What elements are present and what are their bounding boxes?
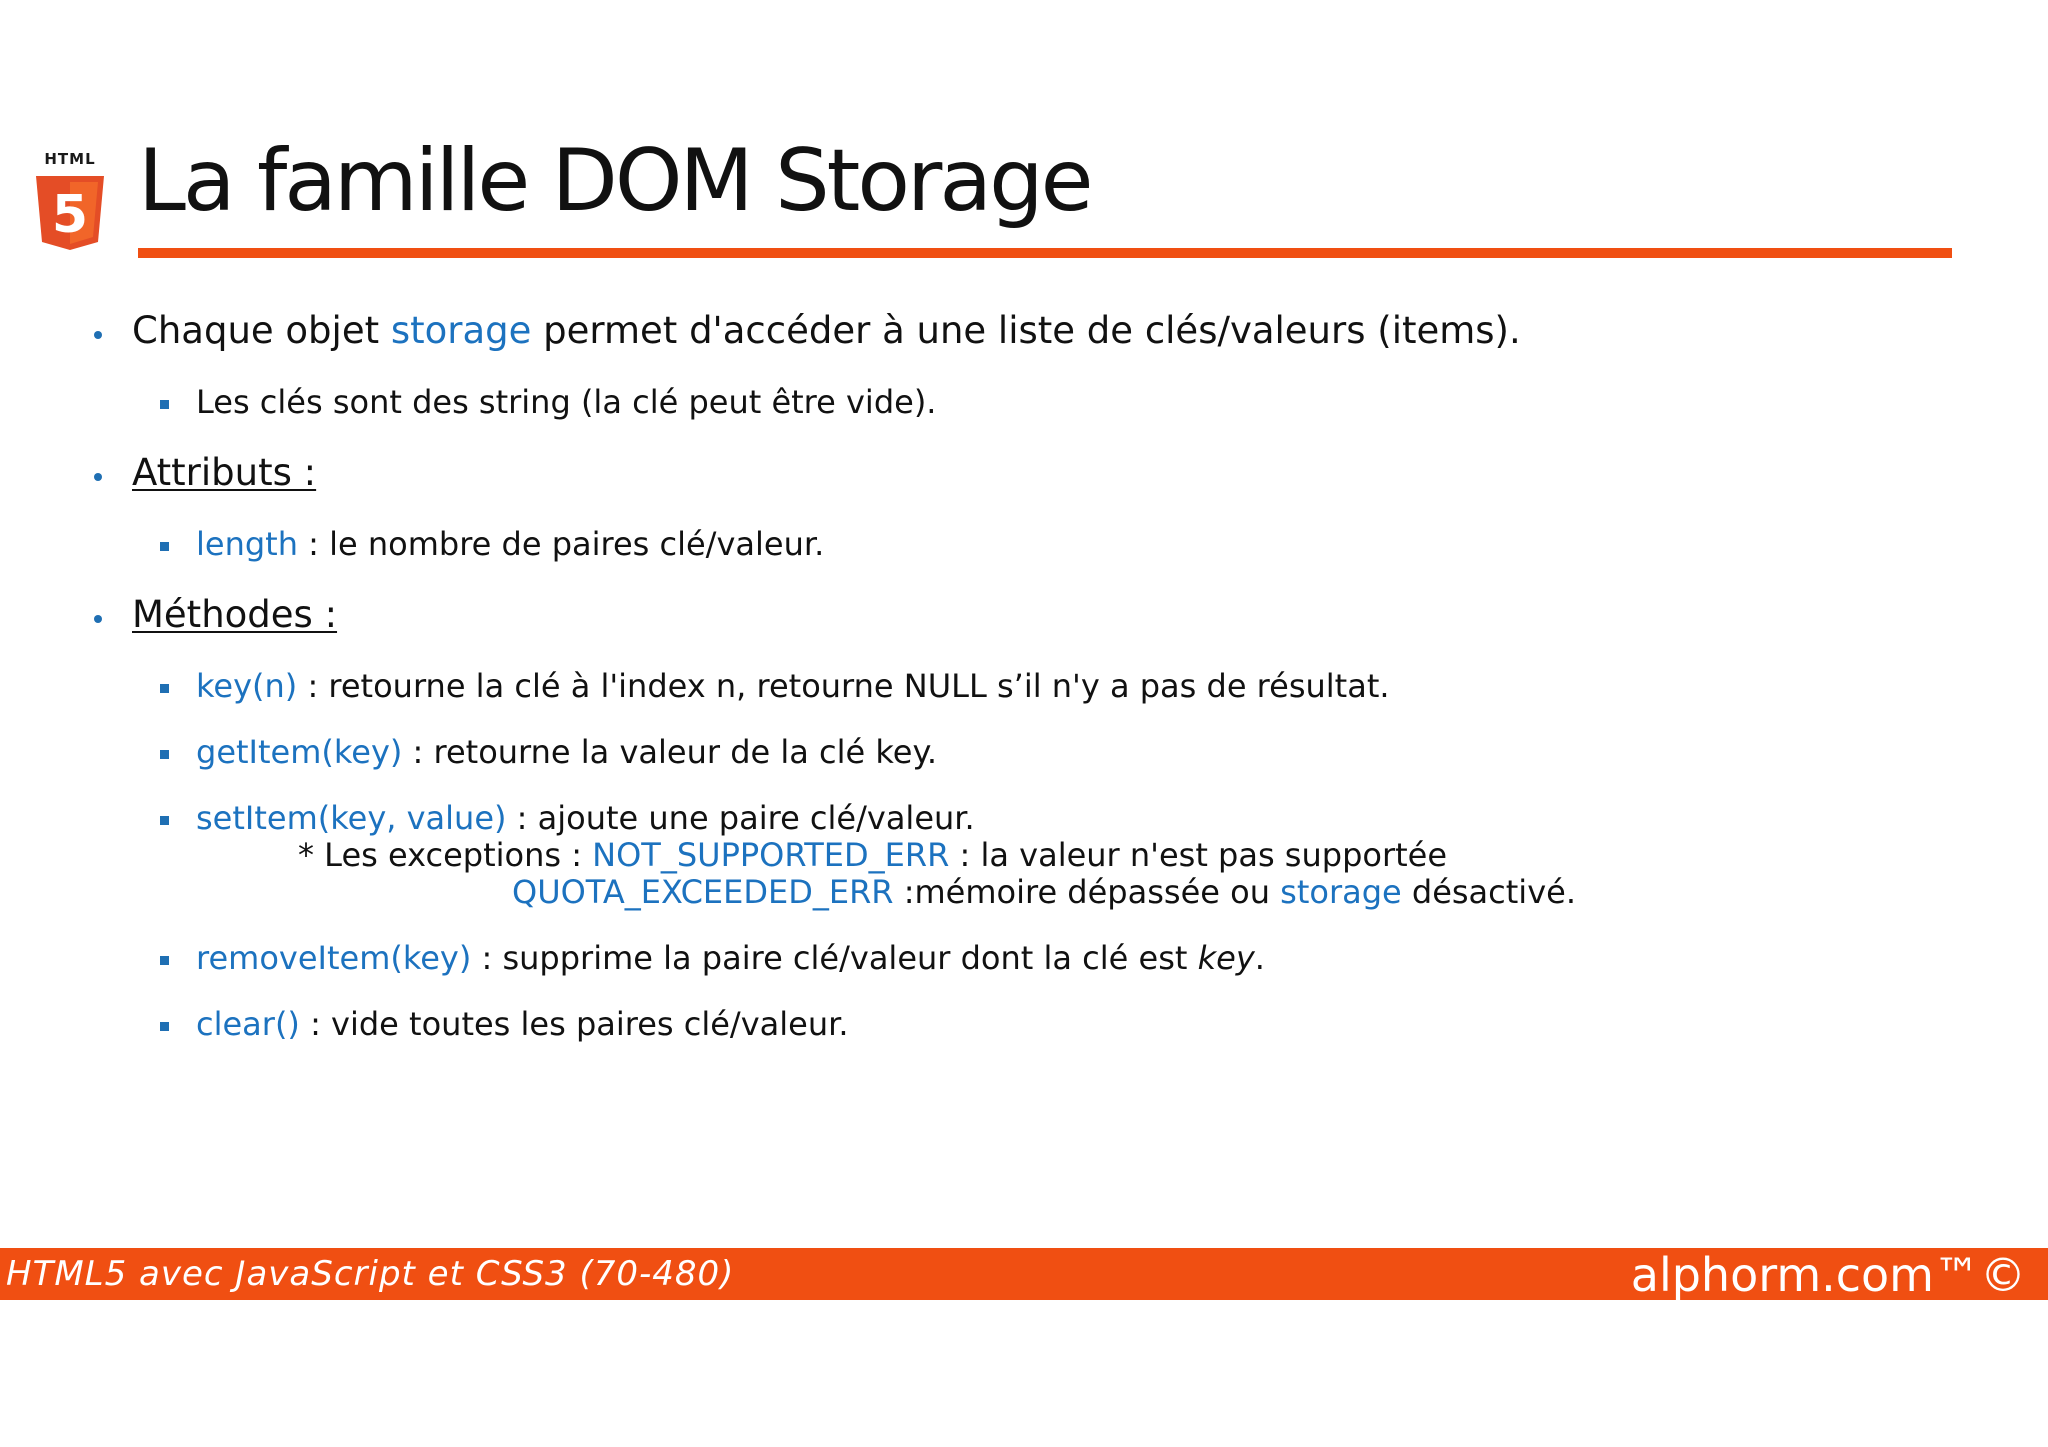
bullet-dot bbox=[94, 473, 102, 481]
bullet-text: : le nombre de paires clé/valeur. bbox=[298, 525, 825, 563]
heading-attributs: Attributs : bbox=[132, 451, 317, 494]
bullet-dot bbox=[94, 331, 102, 339]
sub-bullet-square bbox=[160, 684, 169, 693]
sub-bullet-square bbox=[160, 750, 169, 759]
bullet-dot bbox=[94, 615, 102, 623]
sub-bullet-getitem bbox=[196, 734, 937, 771]
html5-shield-glyph: 5 bbox=[51, 185, 89, 245]
footer-course-title: HTML5 avec JavaScript et CSS3 (70-480) bbox=[6, 1254, 735, 1294]
setitem-exceptions-line-2 bbox=[512, 874, 1576, 911]
keyword-not-supported-err: NOT_SUPPORTED_ERR bbox=[592, 836, 950, 874]
bullet-text: . bbox=[1254, 939, 1265, 977]
keyword-setitem: setItem(key, value) bbox=[196, 799, 507, 837]
bullet-text: : retourne la valeur de la clé key. bbox=[402, 733, 937, 771]
sub-bullet-square bbox=[160, 956, 169, 965]
sub-bullet-square bbox=[160, 400, 169, 409]
footer-brand: alphorm.com™© bbox=[1630, 1248, 2026, 1302]
bullet-text: : retourne la clé à l'index n, retourne NULL s’il n'y a pas de résultat. bbox=[297, 667, 1390, 705]
sub-bullet-clear bbox=[196, 1006, 848, 1043]
sub-bullet-setitem bbox=[196, 800, 975, 837]
keyword-quota-exceeded-err: QUOTA_EXCEEDED_ERR bbox=[512, 873, 894, 911]
sub-bullet-length bbox=[196, 526, 824, 563]
keyword-storage: storage bbox=[390, 309, 532, 352]
keyword-storage: storage bbox=[1280, 873, 1402, 911]
sub-bullet-key-n bbox=[196, 668, 1390, 705]
exception-text: :mémoire dépassée ou bbox=[893, 873, 1281, 911]
sub-bullet-removeitem bbox=[196, 940, 1265, 977]
bullet-storage-intro bbox=[132, 310, 1521, 353]
bullet-text: : ajoute une paire clé/valeur. bbox=[506, 799, 975, 837]
keyword-clear: clear() bbox=[196, 1005, 300, 1043]
sub-bullet-square bbox=[160, 816, 169, 825]
bullet-text: Chaque objet bbox=[132, 309, 391, 352]
bullet-text: : vide toutes les paires clé/valeur. bbox=[299, 1005, 849, 1043]
emphasis-key: key bbox=[1197, 939, 1255, 977]
exception-text: : la valeur n'est pas supportée bbox=[949, 836, 1448, 874]
heading-methodes: Méthodes : bbox=[132, 593, 338, 636]
setitem-exceptions-line-1 bbox=[298, 837, 1447, 874]
keyword-key-n: key(n) bbox=[196, 667, 298, 705]
exception-text: désactivé. bbox=[1401, 873, 1576, 911]
exceptions-label: * Les exceptions : bbox=[298, 836, 593, 874]
footer-bar bbox=[0, 1248, 2048, 1300]
bullet-text: : supprime la paire clé/valeur dont la clé est bbox=[471, 939, 1198, 977]
bullet-text: permet d'accéder à une liste de clés/valeurs (items). bbox=[531, 309, 1521, 352]
sub-bullet-keys-string: Les clés sont des string (la clé peut être vide). bbox=[196, 383, 937, 421]
sub-bullet-square bbox=[160, 1022, 169, 1031]
sub-bullet-square bbox=[160, 542, 169, 551]
keyword-getitem: getItem(key) bbox=[196, 733, 403, 771]
keyword-removeitem: removeItem(key) bbox=[196, 939, 472, 977]
page-title: La famille DOM Storage bbox=[138, 131, 1091, 231]
html-logo-label: HTML bbox=[44, 150, 96, 168]
keyword-length: length bbox=[196, 525, 298, 563]
